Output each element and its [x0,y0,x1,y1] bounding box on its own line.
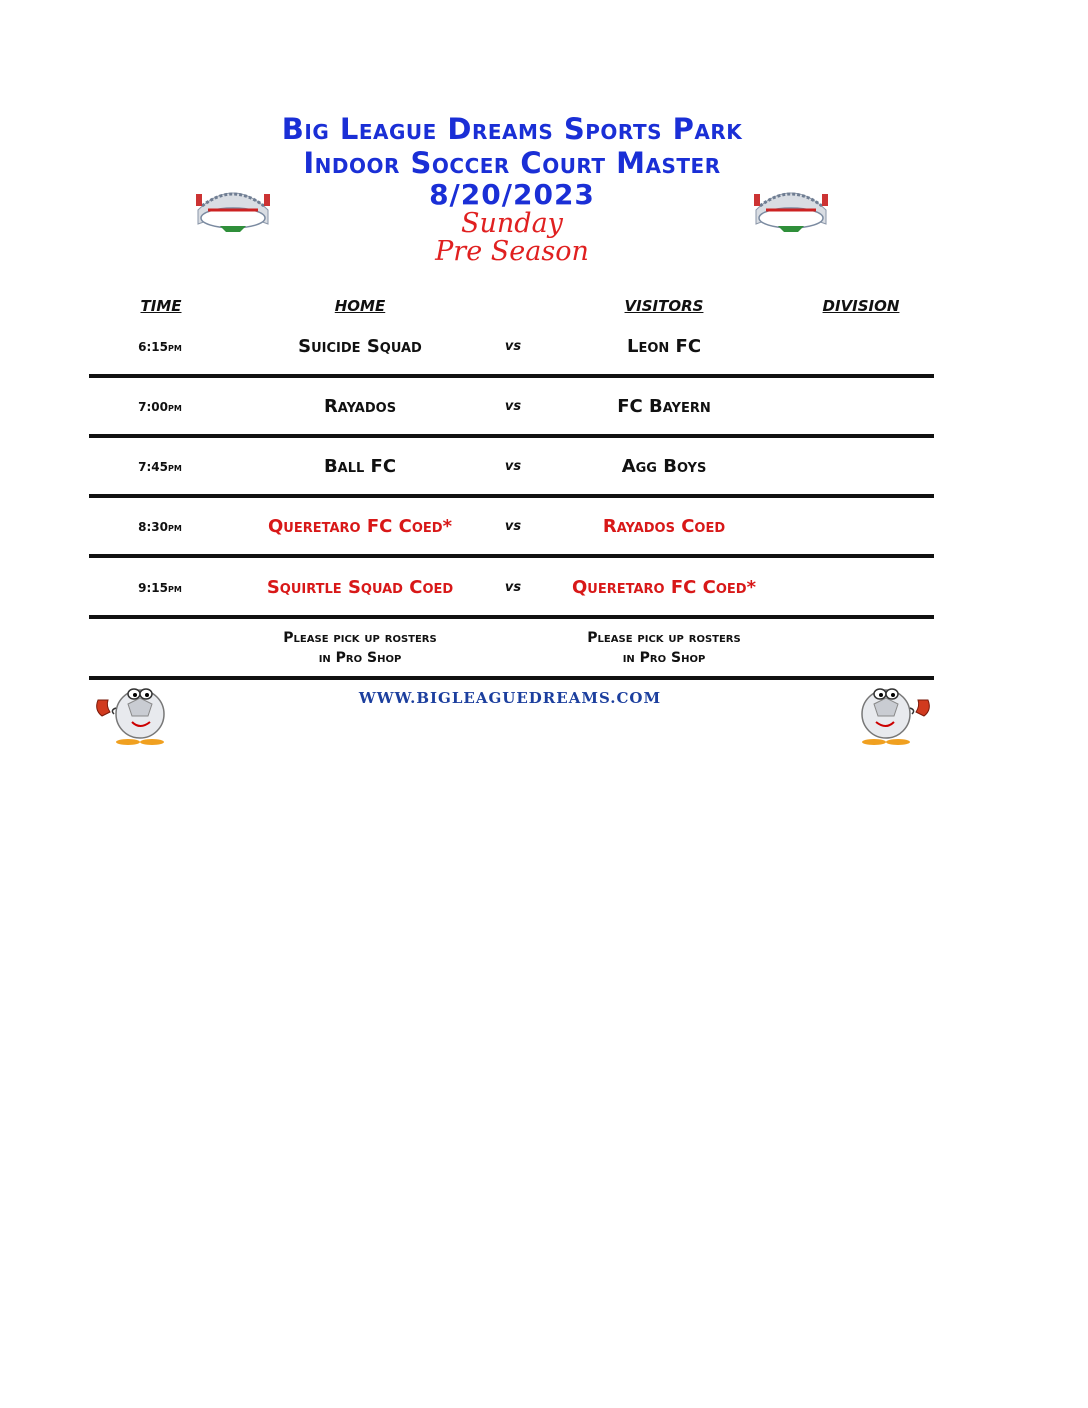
home-team: Rayados [323,396,397,417]
row-divider [89,374,934,378]
versus-label: vs [504,519,522,534]
website-link[interactable]: WWW.BIGLEAGUEDREAMS.COM [358,689,662,707]
roster-note-line: in Pro Shop [622,650,706,666]
row-divider [89,615,934,619]
stadium-logo-icon [190,180,276,234]
stadium-logo-icon [748,180,834,234]
soccer-ball-mascot-icon [838,682,938,746]
game-time: 9:15pm [138,581,182,595]
visitor-team: Leon FC [626,336,702,357]
schedule-day: Sunday [461,208,563,239]
column-header-visitors: VISITORS [624,297,704,315]
soccer-ball-mascot-icon [88,682,188,746]
schedule-date: 8/20/2023 [429,178,595,211]
versus-label: vs [504,580,522,595]
column-header-division: DIVISION [822,297,900,315]
table-row [0,456,1088,496]
table-row [0,577,1088,617]
visitor-team: Agg Boys [621,456,707,477]
home-team: Queretaro FC Coed* [268,516,452,537]
column-header-home: HOME [334,297,386,315]
row-divider [89,676,934,680]
roster-note-line: Please pick up rosters [587,630,741,646]
versus-label: vs [504,399,522,414]
game-time: 8:30pm [138,520,182,534]
row-divider [89,494,934,498]
game-time: 6:15pm [138,340,182,354]
table-row [0,336,1088,376]
table-row [0,516,1088,556]
versus-label: vs [504,459,522,474]
home-team: Ball FC [323,456,397,477]
table-row [0,396,1088,436]
season-label: Pre Season [435,236,589,267]
roster-note-home [220,628,500,668]
row-divider [89,434,934,438]
visitor-team: Rayados Coed [602,516,726,537]
roster-note-line: in Pro Shop [318,650,402,666]
game-time: 7:45pm [138,460,182,474]
game-time: 7:00pm [138,400,182,414]
page-subtitle: Indoor Soccer Court Master [303,146,721,180]
row-divider [89,554,934,558]
home-team: Squirtle Squad Coed [266,577,454,598]
page-title: Big League Dreams Sports Park [281,112,743,146]
home-team: Suicide Squad [298,336,422,357]
roster-note-line: Please pick up rosters [283,630,437,646]
column-header-time: TIME [140,297,182,315]
visitor-team: Queretaro FC Coed* [572,577,756,598]
versus-label: vs [504,339,522,354]
visitor-team: FC Bayern [617,396,711,417]
roster-note-visitors [524,628,804,668]
